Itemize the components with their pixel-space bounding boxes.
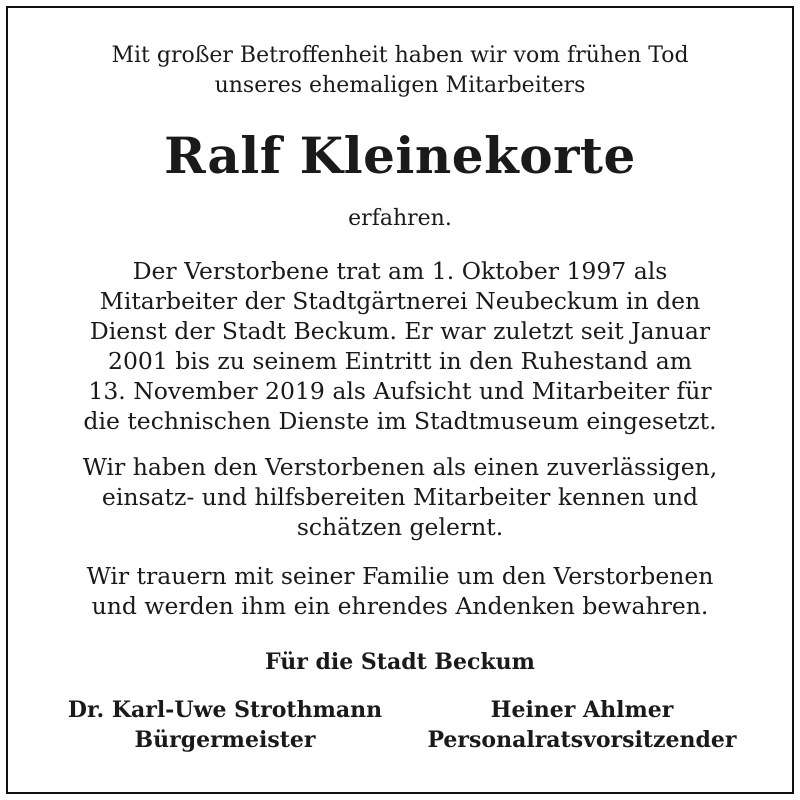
signatory-1-role: Bürgermeister [134, 727, 316, 753]
paragraph1-line-1: Der Verstorbene trat am 1. Oktober 1997 als [132, 257, 668, 285]
paragraph2-line-2: einsatz- und hilfsbereiten Mitarbeiter kennen und [101, 483, 699, 511]
erfahren-text: erfahren. [348, 206, 452, 231]
organization-line: Für die Stadt Beckum [265, 649, 535, 675]
paragraph1-line-5: 13. November 2019 als Aufsicht und Mitarbeiter für [88, 377, 712, 405]
paragraph1-line-4: 2001 bis zu seinem Eintritt in den Ruhestand am [108, 347, 692, 375]
deceased-name: Ralf Kleinekorte [164, 126, 636, 185]
paragraph1-line-3: Dienst der Stadt Beckum. Er war zuletzt seit Januar [89, 317, 711, 345]
intro-line-2: unseres ehemaligen Mitarbeiters [214, 73, 586, 98]
intro-line-1: Mit großer Betroffenheit haben wir vom frühen Tod [111, 43, 689, 68]
paragraph2-line-3: schätzen gelernt. [296, 513, 504, 541]
paragraph1-line-2: Mitarbeiter der Stadtgärtnerei Neubeckum in den [99, 287, 701, 315]
signatory-2-role: Personalratsvorsitzender [427, 727, 737, 753]
paragraph1-line-6: die technischen Dienste im Stadtmuseum eingesetzt. [83, 407, 717, 435]
signatory-1-name: Dr. Karl-Uwe Strothmann [67, 697, 383, 723]
signatory-2-name: Heiner Ahlmer [490, 697, 674, 723]
paragraph3-line-2: und werden ihm ein ehrendes Andenken bewahren. [91, 592, 709, 620]
paragraph3-line-1: Wir trauern mit seiner Familie um den Verstorbenen [86, 562, 714, 590]
paragraph2-line-1: Wir haben den Verstorbenen als einen zuverlässigen, [82, 453, 718, 481]
